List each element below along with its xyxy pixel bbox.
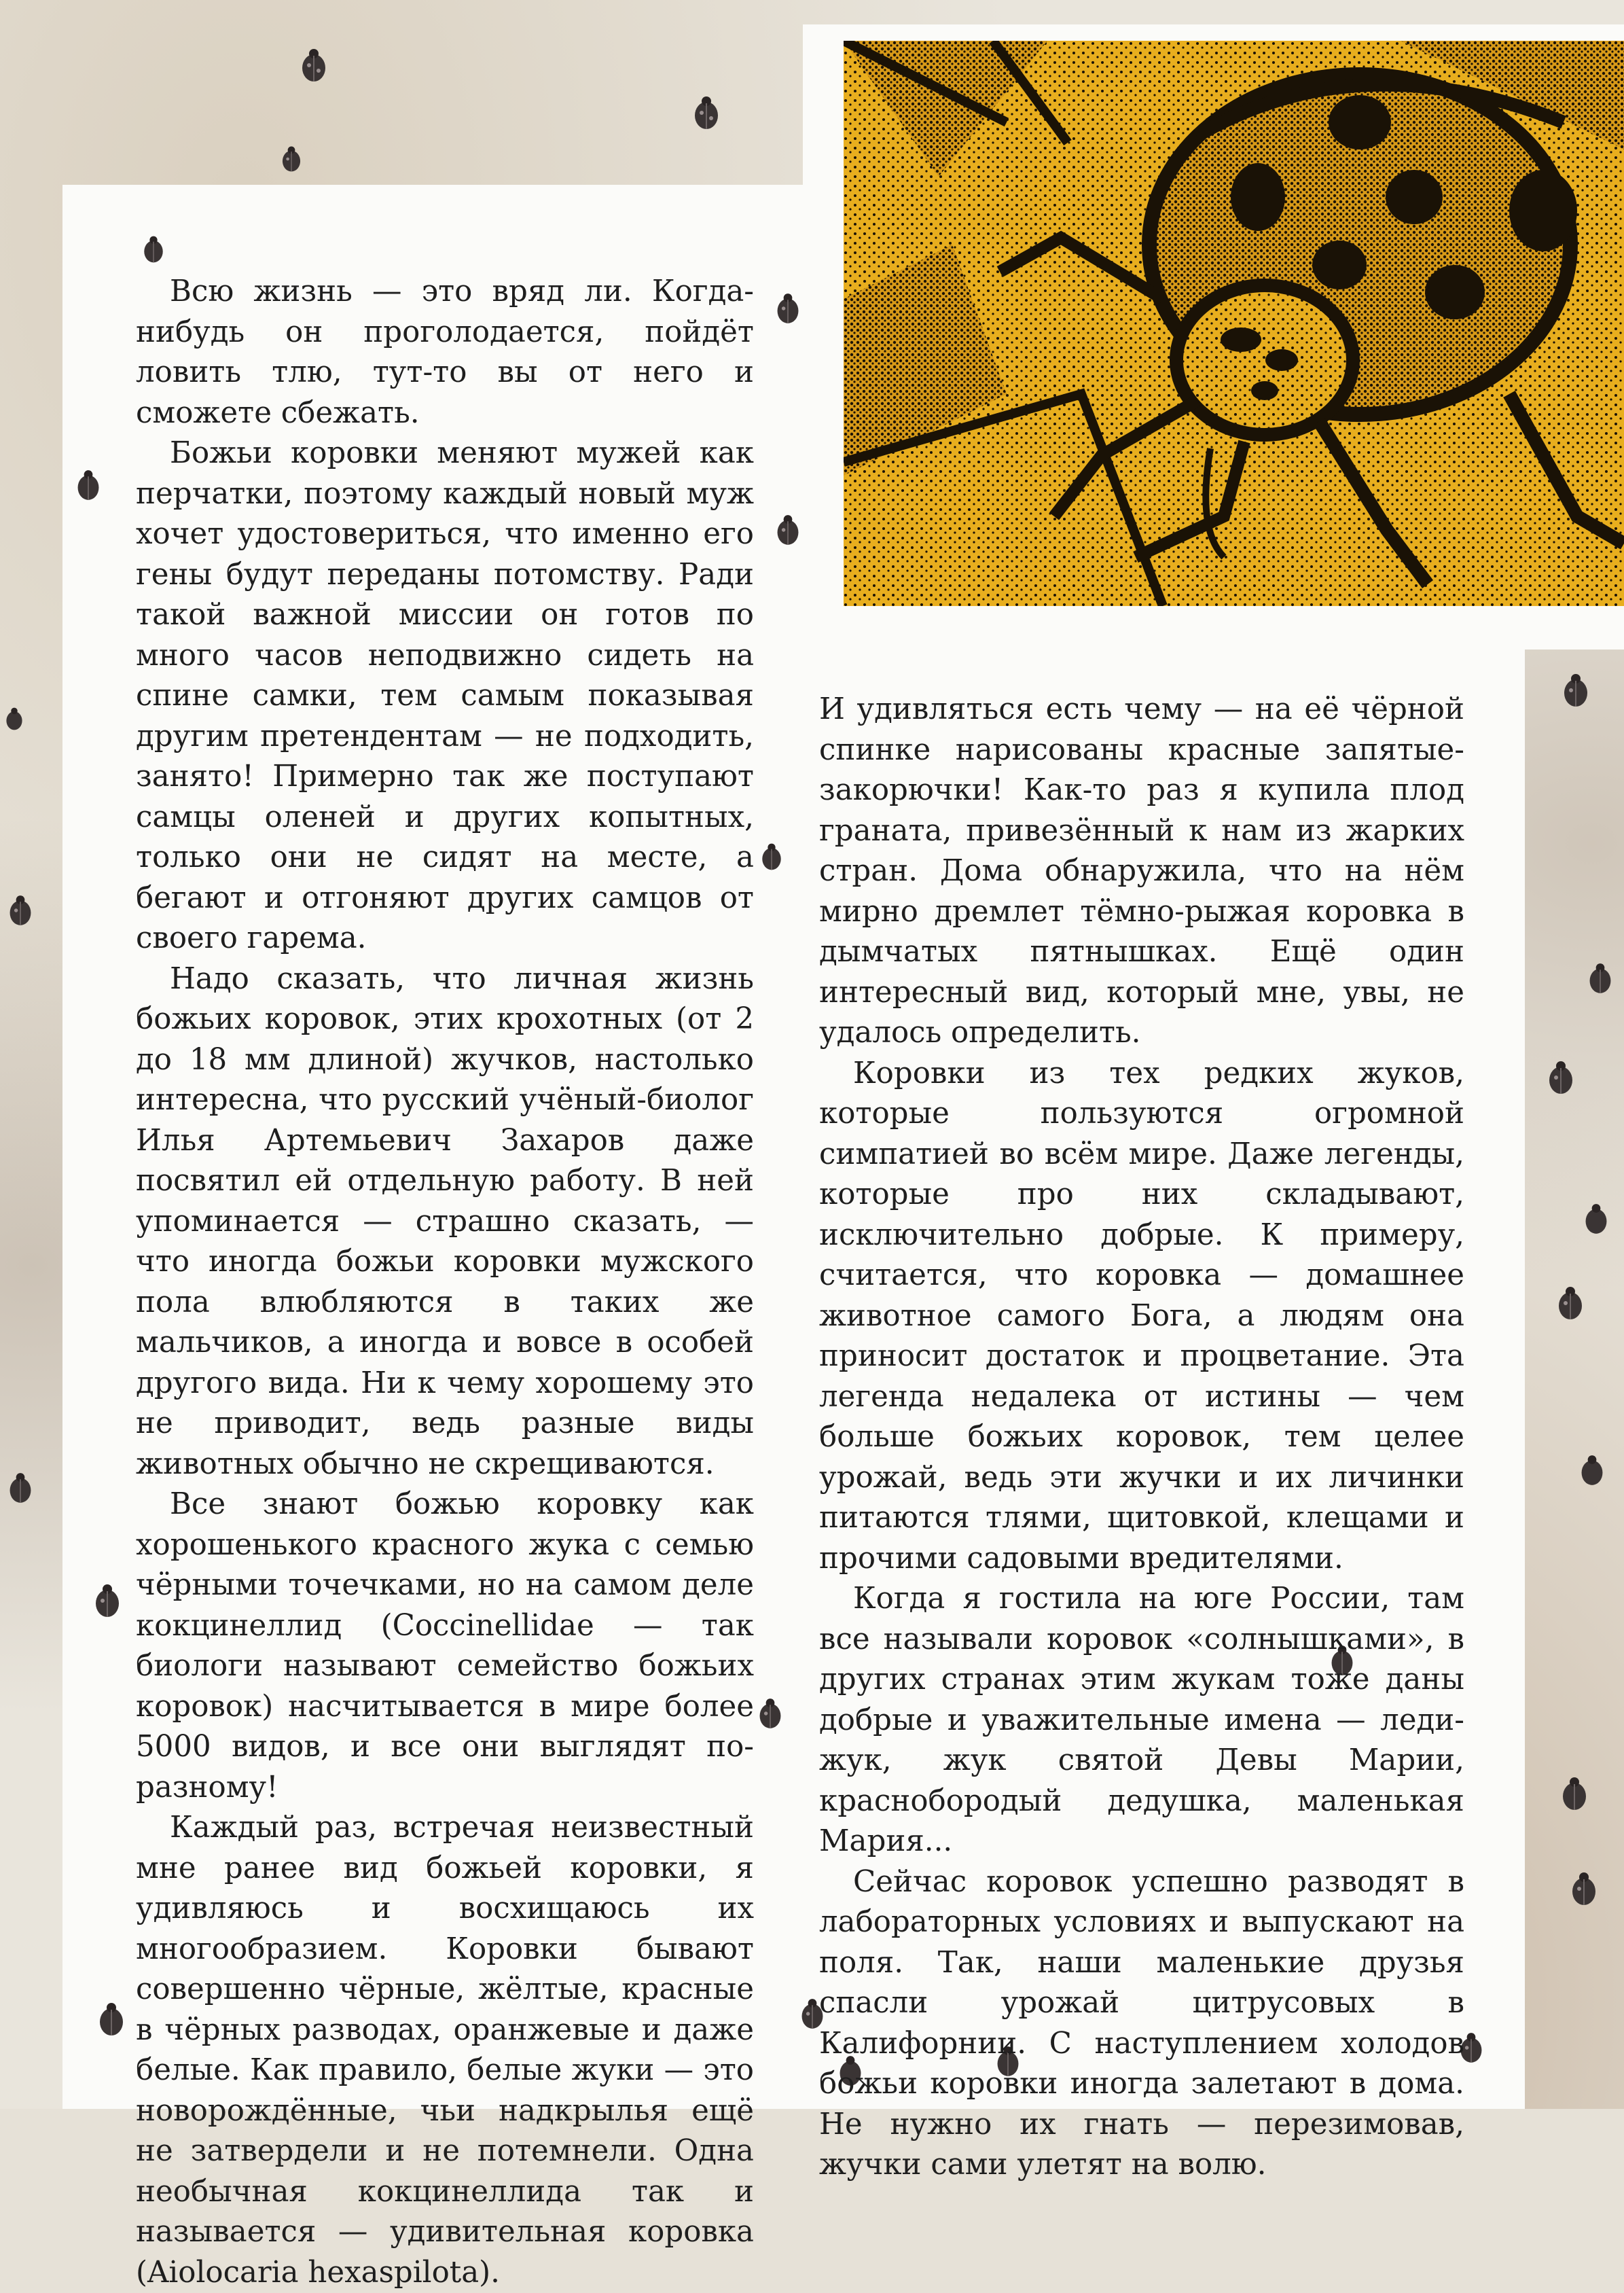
ladybug-icon xyxy=(1546,1060,1576,1095)
ladybug-drawing-icon xyxy=(844,41,1624,606)
paragraph: Надо сказать, что личная жизнь божьих коровок, этих крохотных (от 2 до 18 мм длиной) жучков, настолько интересна, что русский учёный-биолог Илья Артемьевич Захаров даже посвятил ей отдельную работу. В ней упоминается — страшно сказать, — что иногда божьи коровки мужского пола влюбляются в таких же мальчиков, а иногда и вовсе в особей другого вида. Ни к чему хорошему это не приводит, ведь разные виды животных обычно не скрещиваются. xyxy=(136,961,754,1481)
paragraph: Божьи коровки меняют мужей как перчатки, поэтому каждый новый муж хочет удостовериться, что именно его гены будут переданы потомству. Ради такой важной миссии он готов по много часов неподвижно сидеть на спине самки, тем самым показывая другим претендентам — не подходить, занято! Примерно так же поступают самцы оленей и других копытных, только они не сидят на месте, а бегают и отгоняют других самцов от своего гарема. xyxy=(136,436,754,955)
ladybug-icon xyxy=(691,95,721,130)
ladybug-icon xyxy=(1583,1203,1610,1235)
ladybug-icon xyxy=(299,48,329,83)
ladybug-icon xyxy=(774,292,801,325)
ladybug-icon xyxy=(759,842,784,871)
ladybug-icon xyxy=(280,145,303,173)
paragraph: Коровки из тех редких жуков, которые пользуются огромной симпатией во всём мире. Даже легенды, которые про них складывают, исключительно добрые. К примеру, считается, что коровка — домашнее животное самого Бога, а людям она приносит достаток и процветание. Эта легенда недалека от истины — чем больше божьих коровок, тем целее урожай, ведь эти жучки и их личинки питаются тлями, щитовкой, клещами и прочими садовыми вредителями. xyxy=(819,1056,1464,1576)
paragraph: Сейчас коровок успешно разводят в лабораторных условиях и выпускают на поля. Так, наши маленькие друзья спасли урожай цитрусовых в Калифорнии. С наступлением холодов божьи коровки иногда залетают в дома. Не нужно их гнать — перезимовав, жучки сами улетят на волю. xyxy=(819,1864,1464,2182)
ladybug-icon xyxy=(141,235,166,264)
ladybug-icon xyxy=(757,1697,784,1730)
text-column-left xyxy=(136,272,754,2293)
ladybug-icon xyxy=(4,707,24,731)
ladybug-icon xyxy=(1569,1871,1599,1906)
ladybug-icon xyxy=(1561,673,1591,708)
paragraph: И удивляться есть чему — на её чёрной спинке нарисованы красные запятые-закорючки! Как-то раз я купила плод граната, привезённый к нам из жарких стран. Дома обнаружила, что на нём мирно дремлет тёмно-рыжая коровка в дымчатых пятнышках. Ещё один интересный вид, который мне, увы, не удалось определить. xyxy=(819,692,1464,1050)
ladybug-icon xyxy=(1555,1285,1585,1321)
ladybug-icon xyxy=(7,1472,34,1504)
ladybug-icon xyxy=(7,894,34,927)
paragraph: Всю жизнь — это вряд ли. Когда-нибудь он проголодается, пойдёт ловить тлю, тут-то вы от него и сможете сбежать. xyxy=(136,274,754,430)
ladybug-icon xyxy=(1559,1776,1589,1811)
paragraph: Когда я гостила на юге России, там все называли коровок «солнышками», в других странах этим жукам тоже даны добрые и уважительные имена — леди-жук, жук святой Девы Марии, краснобородый дедушка, маленькая Мария... xyxy=(819,1582,1464,1858)
ladybug-icon xyxy=(75,469,102,501)
ladybug-icon xyxy=(92,1583,122,1618)
ladybug-icon xyxy=(96,2002,126,2037)
ladybug-icon xyxy=(1578,1454,1606,1487)
ladybug-icon xyxy=(1587,962,1614,995)
paragraph: Каждый раз, встречая неизвестный мне ранее вид божьей коровки, я удивляюсь и восхищаюсь их многообразием. Коровки бывают совершенно чёрные, жёлтые, красные в чёрных разводах, оранжевые и даже белые. Как правило, белые жуки — это новорождённые, чьи надкрылья ещё не затвердели и не потемнели. Одна необычная кокцинеллида так и называется — удивительная коровка (Aiolocaria hexaspilota). xyxy=(136,1811,754,2290)
ladybug-icon xyxy=(774,514,801,546)
text-column-right xyxy=(819,690,1464,2186)
paragraph: Все знают божью коровку как хорошенького красного жука с семью чёрными точечками, но на самом деле кокцинеллид (Coccinellidae — так биологи называют семейство божьих коровок) насчитывается в мире более 5000 видов, и все они выглядят по-разному! xyxy=(136,1487,754,1805)
